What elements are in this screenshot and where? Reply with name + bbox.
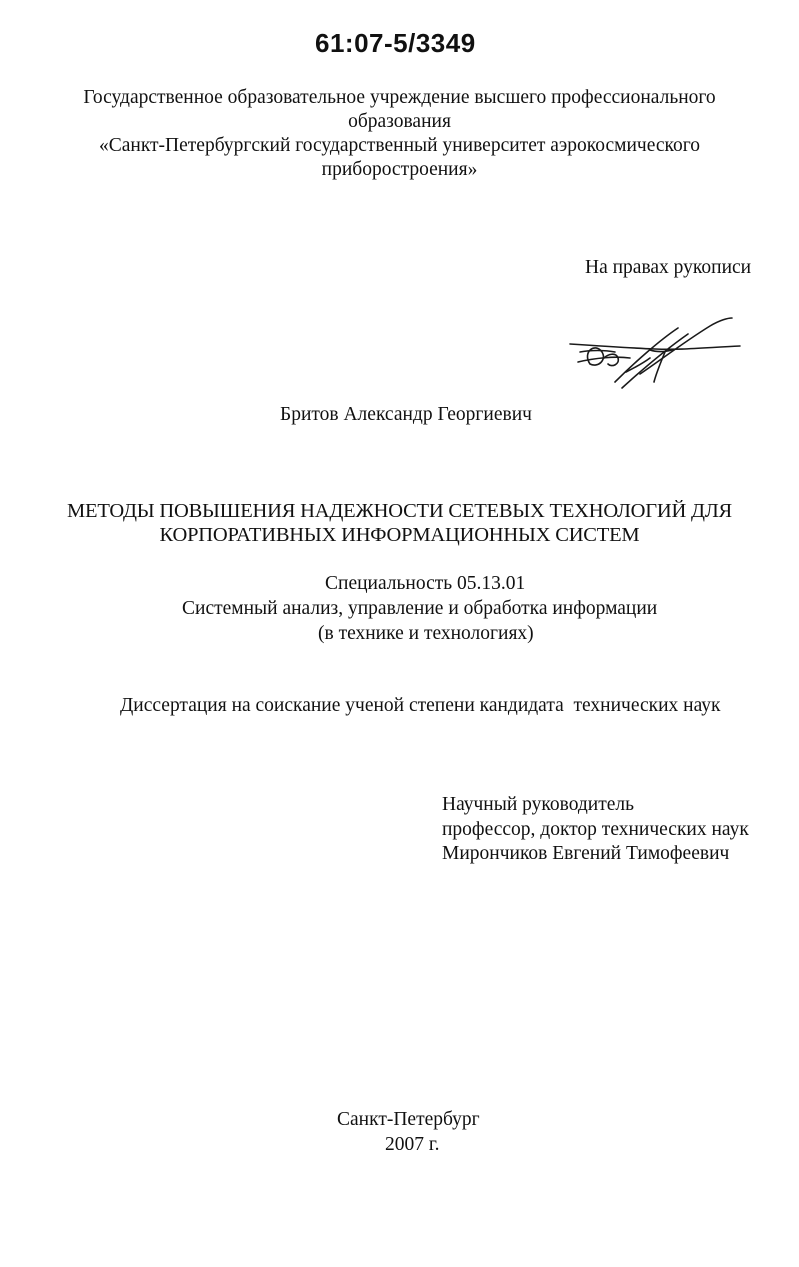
supervisor-degree: профессор, доктор технических наук: [442, 819, 749, 840]
rights-note: На правах рукописи: [585, 257, 752, 278]
year: 2007 г.: [385, 1134, 440, 1155]
dissertation-degree: Диссертация на соискание ученой степени кандидата технических наук: [120, 695, 721, 716]
institution-line-1: Государственное образовательное учреждение высшего профессионального: [83, 87, 716, 108]
catalog-number: 61:07-5/3349: [315, 28, 476, 58]
institution-line-4: приборостроения»: [321, 159, 478, 180]
author-name: Бритов Александр Георгиевич: [280, 404, 532, 425]
institution-line-3: «Санкт-Петербургский государственный университет аэрокосмического: [98, 135, 701, 156]
supervisor-name: Мирончиков Евгений Тимофеевич: [442, 843, 730, 864]
signature-icon: [560, 312, 750, 397]
supervisor-label: Научный руководитель: [442, 794, 635, 815]
specialty-name: Системный анализ, управление и обработка информации: [182, 598, 658, 619]
specialty-scope: (в технике и технологиях): [318, 623, 534, 644]
specialty-code: Специальность 05.13.01: [325, 573, 526, 594]
title-line-2: КОРПОРАТИВНЫХ ИНФОРМАЦИОННЫХ СИСТЕМ: [159, 524, 640, 546]
title-line-1: МЕТОДЫ ПОВЫШЕНИЯ НАДЕЖНОСТИ СЕТЕВЫХ ТЕХНОЛОГИЙ ДЛЯ: [66, 500, 733, 522]
institution-line-2: образования: [348, 111, 451, 132]
city: Санкт-Петербург: [337, 1109, 480, 1130]
